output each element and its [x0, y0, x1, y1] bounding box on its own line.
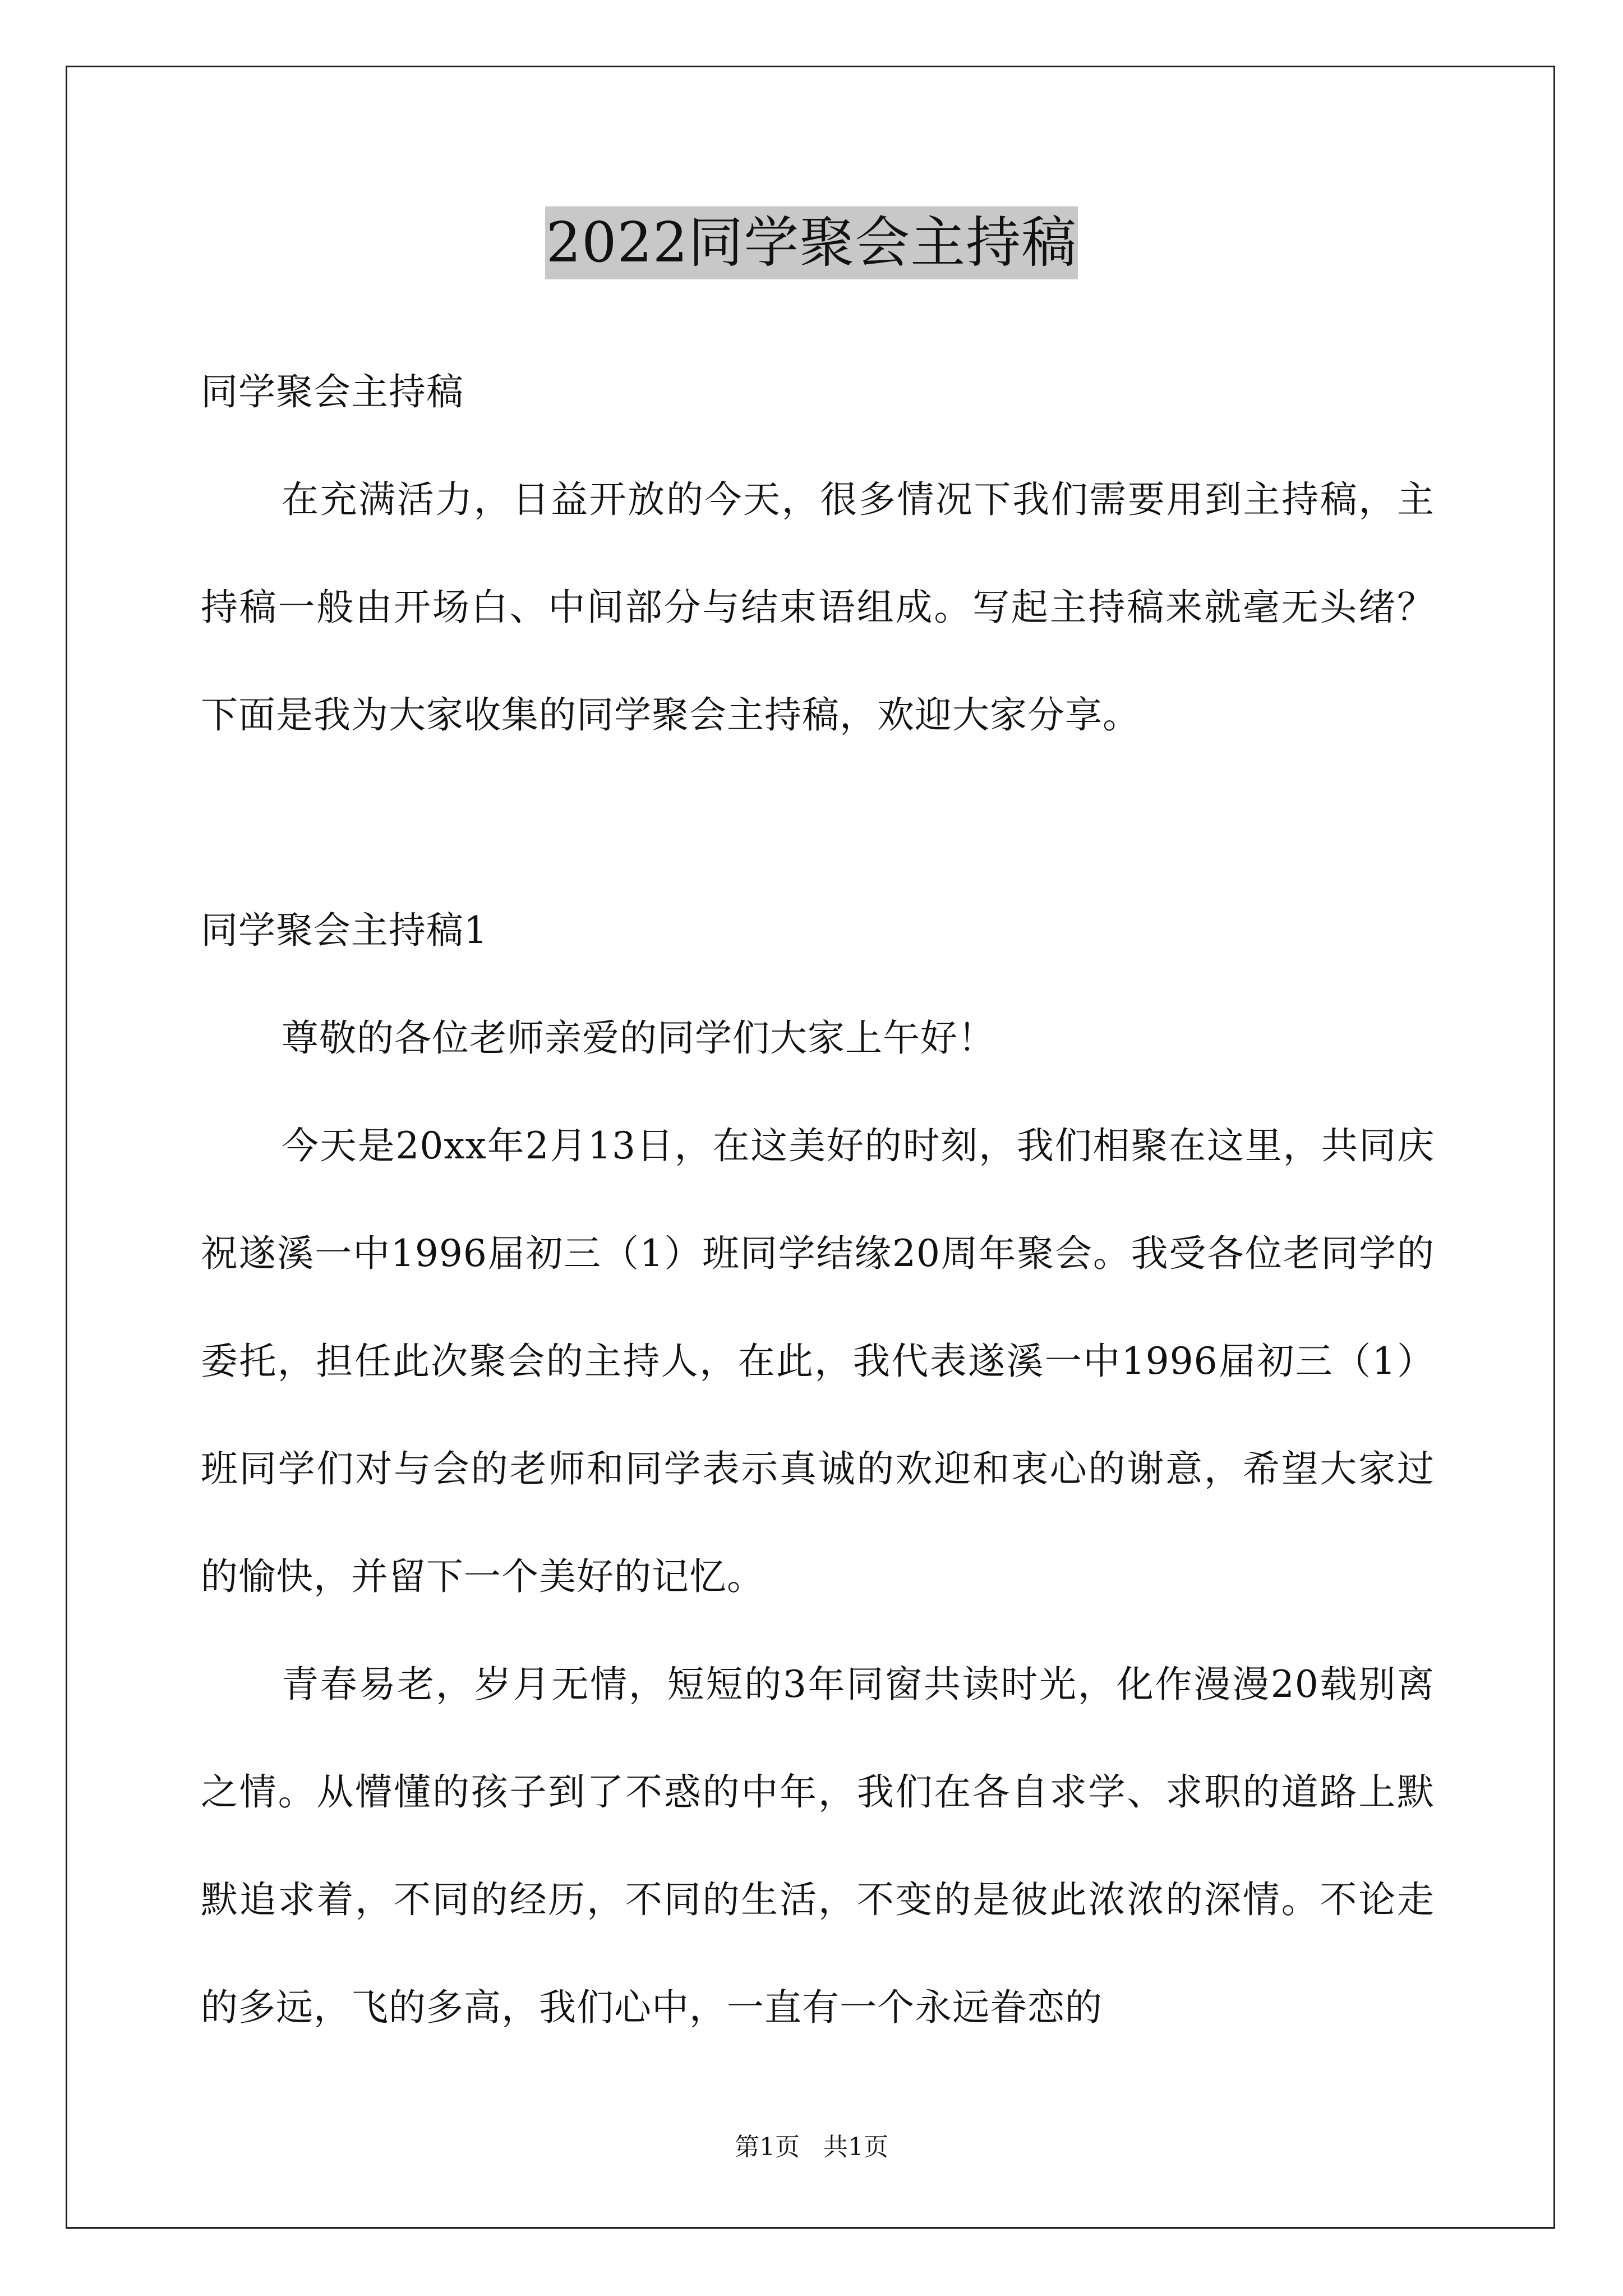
body-paragraph: 今天是20xx年2月13日，在这美好的时刻，我们相聚在这里，共同庆祝遂溪一中1996届初三（1）班同学结缘20周年聚会。我受各位老同学的委托，担任此次聚会的主持人，在此，我代表遂溪一中1996届初三（1）班同学们对与会的老师和同学表示真诚的欢迎和衷心的谢意，希望大家过的愉快，并留下一个美好的记忆。	[201, 1124, 1435, 1598]
blank-line	[201, 769, 1435, 877]
title-wrap	[0, 206, 1623, 279]
body-paragraph: 尊敬的各位老师亲爱的同学们大家上午好！	[282, 1016, 995, 1060]
document-title: 2022同学聚会主持稿	[545, 206, 1078, 279]
body-paragraph: 青春易老，岁月无情，短短的3年同窗共读时光，化作漫漫20载别离之情。从懵懂的孩子到了不惑的中年，我们在各自求学、求职的道路上默默追求着，不同的经历，不同的生活，不变的是彼此浓浓的深情。不论走的多远，飞的多高，我们心中，一直有一个永远眷恋的	[201, 1663, 1435, 2029]
section-heading: 同学聚会主持稿1	[201, 909, 488, 952]
document-body	[201, 338, 1435, 2062]
page-footer: 第1页 共1页	[735, 2133, 888, 2161]
document-subtitle: 同学聚会主持稿	[201, 370, 464, 413]
intro-paragraph: 在充满活力，日益开放的今天，很多情况下我们需要用到主持稿，主持稿一般由开场白、中间部分与结束语组成。写起主持稿来就毫无头绪？下面是我为大家收集的同学聚会主持稿，欢迎大家分享。	[201, 478, 1435, 737]
